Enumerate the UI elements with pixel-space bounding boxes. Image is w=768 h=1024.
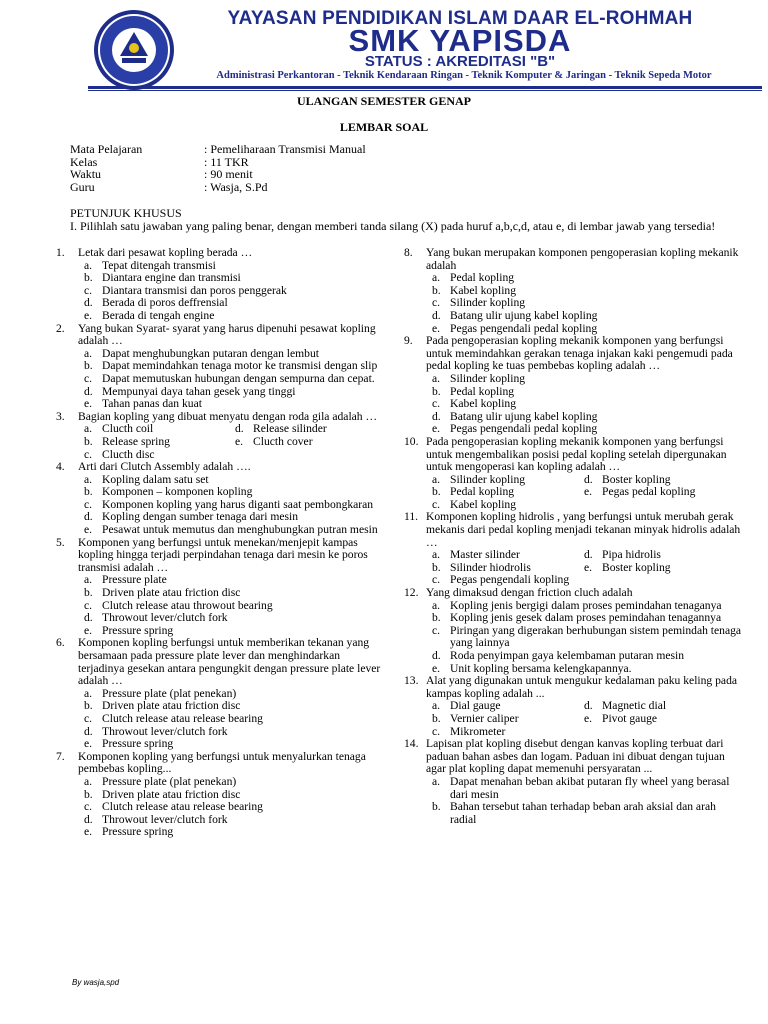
questions-left-column bbox=[56, 247, 386, 839]
question-number: 7. bbox=[56, 749, 65, 763]
instructions-heading: PETUNJUK KHUSUS bbox=[70, 206, 182, 220]
option-letter: d. bbox=[84, 724, 93, 738]
option-text: Diantara engine dan transmisi bbox=[102, 271, 241, 285]
option-text: Pegas pedal kopling bbox=[602, 485, 696, 499]
info-value: : Pemeliharaan Transmisi Manual bbox=[204, 142, 366, 156]
option-letter: e. bbox=[432, 422, 441, 436]
question-item bbox=[56, 461, 386, 537]
option-text: Silinder kopling bbox=[450, 472, 526, 486]
info-key: Kelas bbox=[70, 154, 98, 169]
option-letter: a. bbox=[432, 271, 441, 285]
question-number: 13. bbox=[404, 674, 419, 688]
question-item bbox=[404, 436, 744, 512]
program-list: Administrasi Perkantoran - Teknik Kendaraan Ringan - Teknik Komputer & Jaringan - Teknik Sepeda Motor bbox=[216, 70, 712, 81]
option-text: Pegas pengendali pedal kopling bbox=[450, 321, 598, 335]
info-key: Guru bbox=[70, 179, 95, 194]
option-letter: a. bbox=[84, 422, 93, 436]
header-rule-thin bbox=[88, 90, 762, 91]
question-number: 11. bbox=[404, 510, 419, 524]
school-logo-icon bbox=[92, 8, 176, 92]
foundation-name: YAYASAN PENDIDIKAN ISLAM DAAR EL-ROHMAH bbox=[227, 8, 693, 29]
option-letter: c. bbox=[432, 296, 441, 310]
option-letter: e. bbox=[584, 485, 593, 499]
option-text: Unit kopling bersama kelengkapannya. bbox=[450, 661, 632, 675]
option-text: Clutch release atau release bearing bbox=[102, 800, 263, 814]
exam-info bbox=[70, 143, 366, 193]
question-text bbox=[404, 738, 744, 776]
question-item bbox=[404, 335, 744, 436]
option-text: Tepat ditengah transmisi bbox=[102, 258, 216, 272]
question-number: 3. bbox=[56, 409, 65, 423]
option-text: Boster kopling bbox=[602, 472, 671, 486]
option-letter: c. bbox=[432, 724, 441, 738]
option-text: Pressure spring bbox=[102, 623, 174, 637]
option-text: Release silinder bbox=[253, 422, 327, 436]
option-text: Magnetic dial bbox=[602, 699, 667, 713]
question-number: 10. bbox=[404, 434, 419, 448]
answer-option-row bbox=[404, 713, 744, 726]
question-number: 8. bbox=[404, 246, 413, 259]
answer-option bbox=[584, 549, 736, 562]
option-letter: b. bbox=[84, 586, 93, 600]
exam-title: ULANGAN SEMESTER GENAP bbox=[296, 94, 472, 108]
answer-option bbox=[432, 713, 584, 726]
option-letter: c. bbox=[432, 623, 441, 637]
question-number: 14. bbox=[404, 737, 419, 751]
info-key: Mata Pelajaran bbox=[70, 142, 143, 156]
question-item bbox=[404, 738, 744, 826]
option-letter: c. bbox=[84, 283, 93, 297]
accreditation-status: STATUS : AKREDITASI "B" bbox=[364, 53, 556, 70]
question-text bbox=[404, 675, 744, 700]
option-text: Berada di tengah engine bbox=[102, 308, 215, 322]
question-number: 9. bbox=[404, 334, 413, 348]
option-text: Pressure plate (plat penekan) bbox=[102, 686, 237, 700]
option-text: Dapat menghubungkan putaran dengan lembut bbox=[102, 346, 319, 360]
question-text bbox=[56, 411, 386, 424]
option-letter: e. bbox=[84, 397, 93, 411]
info-row bbox=[70, 181, 366, 194]
question-stem: Arti dari Clutch Assembly adalah …. bbox=[78, 460, 251, 474]
option-letter: d. bbox=[432, 409, 441, 423]
question-item bbox=[404, 511, 744, 587]
info-key: Waktu bbox=[70, 167, 102, 181]
option-letter: d. bbox=[84, 510, 93, 524]
question-item bbox=[404, 587, 744, 675]
question-stem: Pada pengoperasian kopling mekanik komponen yang berfungsi untuk memindahkan gerakan tenaga injakan kaki pengemudi pada pedal kopling ke tuas pembebas kopling adalah … bbox=[426, 334, 733, 373]
question-text bbox=[56, 537, 386, 575]
question-number: 4. bbox=[56, 460, 65, 474]
option-text: Komponen – komponen kopling bbox=[102, 485, 253, 499]
option-text: Silinder kopling bbox=[450, 371, 526, 385]
option-text: Pressure spring bbox=[102, 737, 174, 751]
option-letter: a. bbox=[84, 258, 93, 272]
question-item bbox=[56, 537, 386, 638]
option-text: Dial gauge bbox=[450, 699, 501, 713]
question-stem: Komponen kopling berfungsi untuk memberikan tekanan yang bersamaan pada pressure plate lever dan menghindarkan terjadinya gesekan antara pengungkit dengan pressure plate lever adalah … bbox=[78, 636, 381, 688]
option-letter: b. bbox=[84, 787, 93, 801]
option-text: Komponen kopling yang harus diganti saat pembongkaran bbox=[102, 497, 374, 511]
info-value: : 90 menit bbox=[204, 167, 253, 181]
option-letter: d. bbox=[84, 296, 93, 310]
question-number: 1. bbox=[56, 246, 65, 259]
option-text: Mempunyai daya tahan gesek yang tinggi bbox=[102, 384, 296, 398]
answer-option-row bbox=[404, 486, 744, 499]
answer-option bbox=[404, 625, 744, 650]
info-row bbox=[70, 168, 366, 181]
footer-credit: By wasja,spd bbox=[72, 978, 120, 987]
sheet-title: LEMBAR SOAL bbox=[339, 120, 429, 134]
option-letter: d. bbox=[84, 384, 93, 398]
question-text bbox=[404, 436, 744, 474]
option-letter: e. bbox=[432, 661, 441, 675]
option-text: Dapat menahan beban akibat putaran fly wheel yang berasal dari mesin bbox=[450, 774, 730, 801]
option-text: Pegas pengendali pedal kopling bbox=[450, 422, 598, 436]
option-letter: b. bbox=[84, 359, 93, 373]
answer-option bbox=[584, 562, 736, 575]
question-stem: Pada pengoperasian kopling mekanik komponen yang berfungsi untuk mengembalikan posisi pedal kopling setelah dipergunakan untuk mengoperasi kan kopling adalah … bbox=[426, 434, 727, 474]
option-letter: a. bbox=[432, 774, 441, 788]
question-text bbox=[404, 247, 744, 272]
instructions bbox=[70, 207, 730, 232]
option-letter: c. bbox=[432, 573, 441, 587]
option-text: Clucth coil bbox=[102, 422, 154, 436]
option-letter: a. bbox=[84, 573, 93, 587]
question-number: 12. bbox=[404, 586, 419, 600]
letterhead bbox=[0, 0, 768, 90]
option-letter: b. bbox=[432, 485, 441, 499]
question-stem: Yang bukan merupakan komponen pengoperasian kopling mekanik adalah bbox=[426, 246, 739, 272]
option-letter: e. bbox=[432, 321, 441, 335]
info-value: : 11 TKR bbox=[204, 154, 249, 169]
option-text: Throwout lever/clutch fork bbox=[102, 724, 228, 738]
option-letter: e. bbox=[584, 560, 593, 574]
option-letter: c. bbox=[84, 711, 93, 725]
option-text: Batang ulir ujung kabel kopling bbox=[450, 308, 598, 322]
option-letter: b. bbox=[84, 434, 93, 448]
option-text: Pipa hidrolis bbox=[602, 548, 661, 562]
option-text: Driven plate atau friction disc bbox=[102, 787, 241, 801]
answer-option bbox=[432, 549, 584, 562]
option-letter: e. bbox=[84, 308, 93, 322]
option-text: Pedal kopling bbox=[450, 485, 515, 499]
option-letter: d. bbox=[84, 812, 93, 826]
option-text: Kopling dalam satu set bbox=[102, 472, 209, 486]
option-letter: e. bbox=[84, 623, 93, 637]
option-letter: d. bbox=[584, 472, 593, 486]
answer-option bbox=[84, 436, 235, 449]
option-text: Bahan tersebut tahan terhadap beban arah aksial dan arah radial bbox=[450, 800, 716, 826]
option-letter: a. bbox=[84, 686, 93, 700]
option-letter: a. bbox=[432, 371, 441, 385]
option-text: Vernier caliper bbox=[450, 711, 519, 725]
answer-option bbox=[432, 486, 584, 499]
option-text: Pesawat untuk memutus dan menghubungkan putran mesin bbox=[102, 523, 378, 537]
option-text: Diantara transmisi dan poros penggerak bbox=[102, 283, 287, 297]
option-text: Boster kopling bbox=[602, 560, 671, 574]
option-letter: d. bbox=[584, 548, 593, 562]
option-letter: e. bbox=[584, 711, 593, 725]
question-stem: Letak dari pesawat kopling berada … bbox=[78, 246, 253, 259]
option-letter: b. bbox=[432, 711, 441, 725]
option-letter: a. bbox=[432, 598, 441, 612]
option-letter: c. bbox=[84, 800, 93, 814]
option-letter: e. bbox=[84, 737, 93, 751]
option-letter: d. bbox=[432, 649, 441, 662]
question-item bbox=[56, 411, 386, 461]
option-letter: d. bbox=[84, 611, 93, 625]
question-stem: Komponen yang berfungsi untuk menekan/menjepit kampas kopling hingga terjadi perpindahan tenaga dari mesin ke poros transmisi adalah … bbox=[78, 535, 368, 574]
option-letter: a. bbox=[432, 699, 441, 713]
option-letter: c. bbox=[432, 397, 441, 411]
school-name: SMK YAPISDA bbox=[348, 23, 572, 58]
question-text bbox=[404, 511, 744, 549]
option-text: Master silinder bbox=[450, 548, 520, 562]
question-text bbox=[56, 637, 386, 687]
question-item bbox=[404, 247, 744, 335]
answer-option bbox=[404, 801, 744, 826]
option-text: Tahan panas dan kuat bbox=[102, 397, 202, 411]
question-stem: Bagian kopling yang dibuat menyatu dengan roda gila adalah … bbox=[78, 409, 378, 423]
questions-right-column bbox=[404, 247, 744, 826]
option-text: Kabel kopling bbox=[450, 397, 517, 411]
option-text: Kopling jenis gesek dalam proses pemindahan tenagannya bbox=[450, 611, 722, 625]
option-letter: a. bbox=[84, 774, 93, 788]
option-text: Release spring bbox=[102, 434, 170, 448]
answer-option bbox=[235, 436, 386, 449]
question-stem: Lapisan plat kopling disebut dengan kanvas kopling terbuat dari paduan bahan asbes dan logam. Paduan ini dibuat dengan tujuan agar plat kopling dapat memenuhi persyaratan ... bbox=[426, 737, 725, 776]
option-letter: b. bbox=[432, 800, 441, 814]
option-letter: a. bbox=[432, 472, 441, 486]
option-letter: b. bbox=[84, 699, 93, 713]
question-stem: Alat yang digunakan untuk mengukur kedalaman paku keling pada kampas kopling adalah ... bbox=[426, 674, 738, 700]
option-text: Berada di poros deffrensial bbox=[102, 296, 228, 310]
answer-option-row bbox=[404, 549, 744, 562]
option-text: Driven plate atau friction disc bbox=[102, 699, 241, 713]
info-value: : Wasja, S.Pd bbox=[204, 179, 268, 194]
option-text: Pedal kopling bbox=[450, 271, 515, 285]
option-text: Kabel kopling bbox=[450, 497, 517, 511]
answer-option-row bbox=[56, 436, 386, 449]
option-letter: c. bbox=[84, 447, 93, 461]
option-text: Silinder hiodrolis bbox=[450, 560, 531, 574]
question-stem: Yang dimaksud dengan friction cluch adalah bbox=[426, 586, 633, 600]
option-text: Batang ulir ujung kabel kopling bbox=[450, 409, 598, 423]
option-text: Throwout lever/clutch fork bbox=[102, 611, 228, 625]
option-letter: c. bbox=[84, 497, 93, 511]
option-text: Clucth disc bbox=[102, 447, 155, 461]
option-text: Kabel kopling bbox=[450, 283, 517, 297]
question-stem: Komponen kopling hidrolis , yang berfungsi untuk merubah gerak mekanis dari pedal kopling menjadi tekanan minyak hidrolis adalah … bbox=[426, 510, 741, 549]
question-item bbox=[56, 247, 386, 323]
answer-option bbox=[584, 486, 736, 499]
option-text: Kopling jenis bergigi dalam proses pemindahan tenaganya bbox=[450, 598, 722, 612]
option-text: Pivot gauge bbox=[602, 711, 658, 725]
question-item bbox=[56, 751, 386, 839]
option-text: Pedal kopling bbox=[450, 384, 515, 398]
answer-option bbox=[56, 826, 386, 839]
option-text: Pressure plate bbox=[102, 573, 167, 587]
option-letter: b. bbox=[432, 384, 441, 398]
question-stem: Yang bukan Syarat- syarat yang harus dipenuhi pesawat kopling adalah … bbox=[78, 321, 376, 348]
option-letter: b. bbox=[84, 485, 93, 499]
option-letter: b. bbox=[432, 611, 441, 625]
question-item bbox=[56, 323, 386, 411]
question-text bbox=[56, 751, 386, 776]
option-text: Pressure spring bbox=[102, 825, 174, 839]
question-stem: Komponen kopling yang berfungsi untuk menyalurkan tenaga pembebas kopling... bbox=[78, 749, 366, 776]
option-text: Driven plate atau friction disc bbox=[102, 586, 241, 600]
option-text: Silinder kopling bbox=[450, 296, 526, 310]
option-text: Clutch release atau throwout bearing bbox=[102, 598, 273, 612]
question-item bbox=[56, 637, 386, 750]
option-text: Throwout lever/clutch fork bbox=[102, 812, 228, 826]
option-text: Roda penyimpan gaya kelembaman putaran mesin bbox=[450, 649, 685, 662]
option-letter: e. bbox=[84, 825, 93, 839]
header-rule bbox=[88, 86, 762, 89]
question-text bbox=[56, 323, 386, 348]
info-row bbox=[70, 143, 366, 156]
option-letter: d. bbox=[235, 422, 244, 436]
question-text bbox=[404, 335, 744, 373]
option-letter: b. bbox=[432, 560, 441, 574]
option-text: Piringan yang digerakan berhubungan sistem pemindah tenaga yang lainnya bbox=[450, 623, 742, 650]
option-text: Clucth cover bbox=[253, 434, 313, 448]
option-letter: a. bbox=[84, 346, 93, 360]
question-item bbox=[404, 675, 744, 738]
option-letter: b. bbox=[84, 271, 93, 285]
option-letter: e. bbox=[84, 523, 93, 537]
option-text: Clutch release atau release bearing bbox=[102, 711, 263, 725]
option-letter: c. bbox=[432, 497, 441, 511]
question-number: 2. bbox=[56, 321, 65, 335]
option-text: Dapat memindahkan tenaga motor ke transmisi dengan slip bbox=[102, 359, 378, 373]
option-letter: d. bbox=[584, 699, 593, 713]
option-letter: e. bbox=[235, 434, 244, 448]
answer-option bbox=[404, 776, 744, 801]
option-letter: a. bbox=[432, 548, 441, 562]
option-letter: b. bbox=[432, 283, 441, 297]
option-letter: a. bbox=[84, 472, 93, 486]
question-number: 6. bbox=[56, 636, 65, 650]
option-text: Mikrometer bbox=[450, 724, 506, 738]
option-letter: c. bbox=[84, 371, 93, 385]
option-text: Dapat memutuskan hubungan dengan sempurna dan cepat. bbox=[102, 371, 375, 385]
instructions-text: I. Pilihlah satu jawaban yang paling benar, dengan memberi tanda silang (X) pada huruf a,b,c,d, atau e, di lembar jawab yang tersedia! bbox=[70, 218, 716, 233]
option-text: Pressure plate (plat penekan) bbox=[102, 774, 237, 788]
option-letter: c. bbox=[84, 598, 93, 612]
answer-option bbox=[584, 713, 736, 726]
option-text: Pegas pengendali kopling bbox=[450, 573, 570, 587]
option-letter: d. bbox=[432, 308, 441, 322]
option-text: Kopling dengan sumber tenaga dari mesin bbox=[102, 510, 299, 524]
question-number: 5. bbox=[56, 535, 65, 549]
